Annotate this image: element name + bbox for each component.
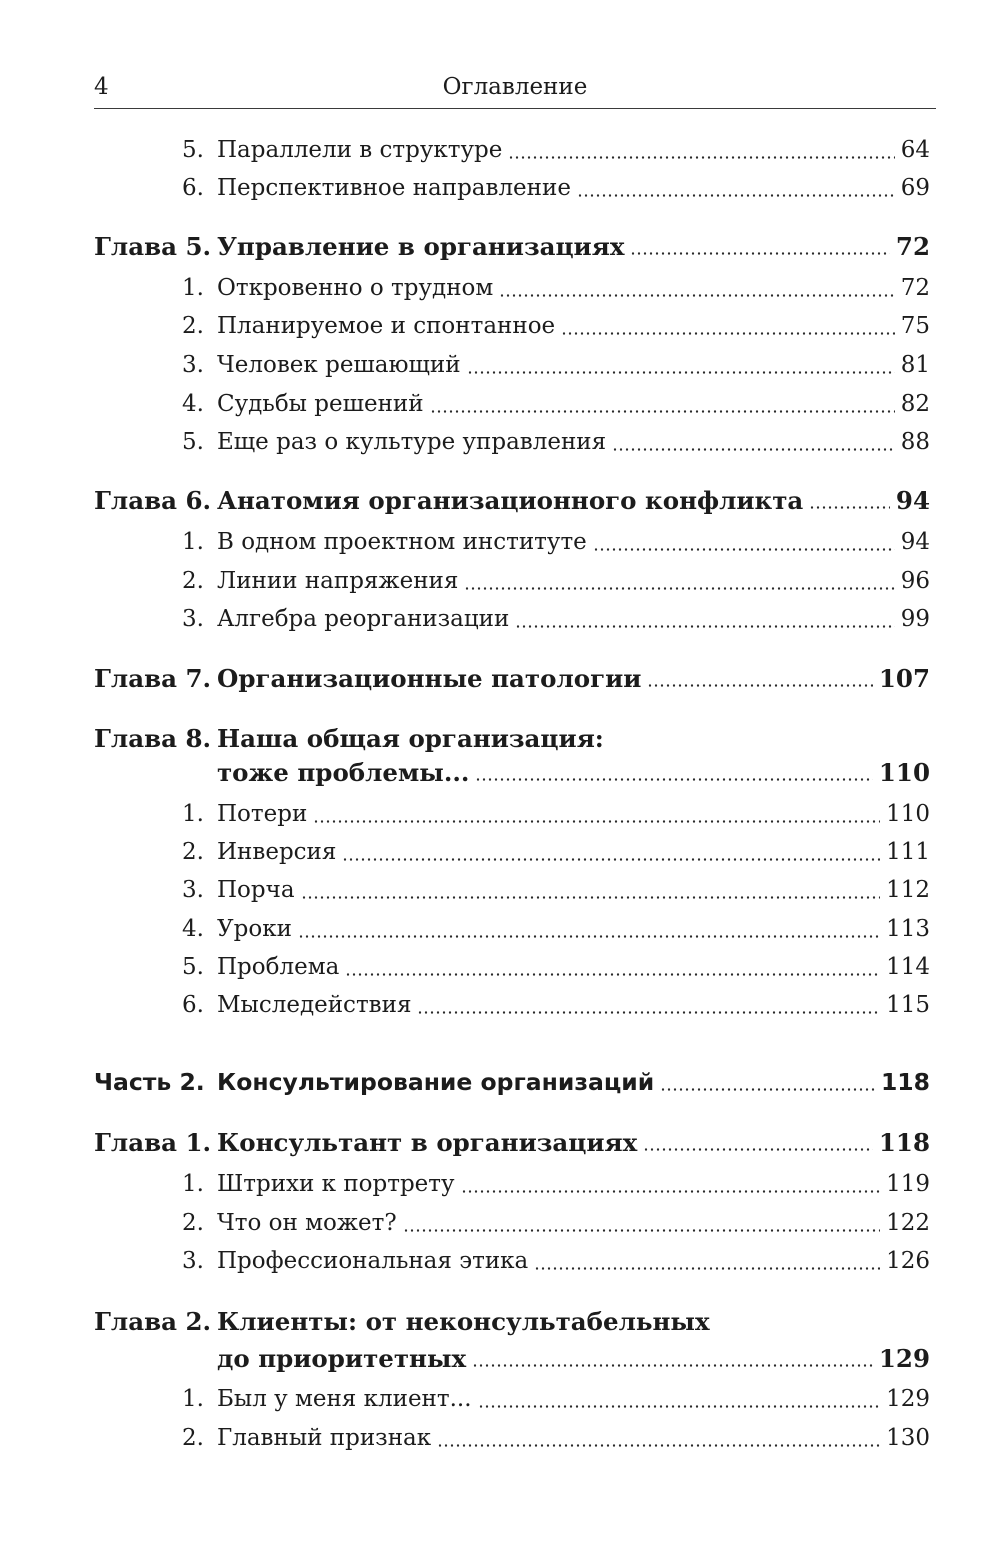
- leader-dots: [313, 820, 880, 823]
- toc-subitem[interactable]: 1. Штрихи к портрету 119: [182, 1171, 930, 1197]
- leader-dots: [430, 410, 895, 413]
- leader-dots: [464, 587, 894, 590]
- leader-dots: [437, 1444, 880, 1447]
- toc-subitem[interactable]: 3. Порча 112: [182, 877, 930, 903]
- page-ref: 107: [878, 663, 930, 693]
- page-number: 4: [94, 74, 109, 100]
- toc-subitem[interactable]: 3. Человек решающий 81: [182, 352, 930, 378]
- page-ref: 99: [900, 606, 930, 632]
- toc-chapter-6[interactable]: Глава 6. Анатомия организационного конфликта 94: [94, 485, 930, 515]
- page-ref: 129: [886, 1386, 930, 1412]
- page-ref: 129: [878, 1343, 930, 1373]
- leader-dots: [461, 1190, 881, 1193]
- toc-chapter-8[interactable]: Глава 8. Наша общая организация:: [94, 723, 604, 753]
- page-ref: 96: [900, 568, 930, 594]
- toc-subitem[interactable]: 6. Перспективное направление 69: [182, 175, 930, 201]
- toc-subitem[interactable]: 6. Мыследействия 115: [182, 992, 930, 1018]
- leader-dots: [475, 778, 872, 781]
- toc-subitem[interactable]: 2. Планируемое и спонтанное 75: [182, 313, 930, 339]
- page-ref: 94: [900, 529, 930, 555]
- leader-dots: [643, 1148, 873, 1151]
- toc-part2-chapter-2-continuation[interactable]: до приоритетных 129: [217, 1343, 930, 1373]
- toc-subitem[interactable]: 1. Был у меня клиент... 129: [182, 1386, 930, 1412]
- page-ref: 122: [886, 1210, 930, 1236]
- leader-dots: [301, 896, 881, 899]
- leader-dots: [612, 448, 895, 451]
- leader-dots: [478, 1405, 881, 1408]
- leader-dots: [345, 973, 880, 976]
- leader-dots: [467, 371, 895, 374]
- leader-dots: [342, 858, 880, 861]
- leader-dots: [298, 935, 880, 938]
- toc-chapter-7[interactable]: Глава 7. Организационные патологии 107: [94, 663, 930, 693]
- toc-subitem[interactable]: 5. Параллели в структуре 64: [182, 137, 930, 163]
- page-ref: 114: [886, 954, 930, 980]
- leader-dots: [417, 1011, 880, 1014]
- toc-subitem[interactable]: 4. Судьбы решений 82: [182, 391, 930, 417]
- page-ref: 113: [886, 916, 930, 942]
- page-ref: 118: [880, 1068, 930, 1096]
- page-ref: 69: [900, 175, 930, 201]
- page-ref: 64: [900, 137, 930, 163]
- page-ref: 118: [878, 1127, 930, 1157]
- running-title: Оглавление: [442, 74, 588, 100]
- page-ref: 115: [886, 992, 930, 1018]
- page-ref: 130: [886, 1425, 930, 1451]
- leader-dots: [577, 194, 895, 197]
- page-ref: 112: [886, 877, 930, 903]
- page-ref: 75: [900, 313, 930, 339]
- leader-dots: [809, 506, 890, 509]
- toc-subitem[interactable]: 5. Проблема 114: [182, 954, 930, 980]
- running-header: [94, 72, 936, 109]
- toc-subitem[interactable]: 3. Профессиональная этика 126: [182, 1248, 930, 1274]
- page-ref: 126: [886, 1248, 930, 1274]
- page-ref: 81: [900, 352, 930, 378]
- toc-subitem[interactable]: 1. Откровенно о трудном 72: [182, 275, 930, 301]
- leader-dots: [499, 294, 894, 297]
- page-ref: 72: [895, 231, 930, 261]
- toc-chapter-5[interactable]: Глава 5. Управление в организациях 72: [94, 231, 930, 261]
- toc-part2-chapter-1[interactable]: Глава 1. Консультант в организациях 118: [94, 1127, 930, 1157]
- page-ref: 88: [900, 429, 930, 455]
- page-ref: 110: [886, 801, 930, 827]
- page-ref: 94: [895, 485, 930, 515]
- leader-dots: [561, 332, 895, 335]
- leader-dots: [508, 156, 894, 159]
- toc-subitem[interactable]: 2. Инверсия 111: [182, 839, 930, 865]
- toc-subitem[interactable]: 1. Потери 110: [182, 801, 930, 827]
- page-ref: 111: [886, 839, 930, 865]
- leader-dots: [630, 252, 889, 255]
- toc-subitem[interactable]: 5. Еще раз о культуре управления 88: [182, 429, 930, 455]
- leader-dots: [403, 1229, 880, 1232]
- leader-dots: [660, 1088, 875, 1091]
- toc-subitem[interactable]: 2. Главный признак 130: [182, 1425, 930, 1451]
- toc-part-2[interactable]: Часть 2. Консультирование организаций 118: [94, 1068, 930, 1096]
- toc-subitem[interactable]: 1. В одном проектном институте 94: [182, 529, 930, 555]
- leader-dots: [647, 684, 872, 687]
- page-ref: 119: [886, 1171, 930, 1197]
- toc-subitem[interactable]: 3. Алгебра реорганизации 99: [182, 606, 930, 632]
- leader-dots: [534, 1267, 880, 1270]
- toc-subitem[interactable]: 2. Линии напряжения 96: [182, 568, 930, 594]
- leader-dots: [472, 1364, 873, 1367]
- leader-dots: [515, 625, 894, 628]
- page-ref: 110: [878, 757, 930, 787]
- page-ref: 72: [900, 275, 930, 301]
- page-ref: 82: [900, 391, 930, 417]
- toc-subitem[interactable]: 4. Уроки 113: [182, 916, 930, 942]
- toc-part2-chapter-2[interactable]: Глава 2. Клиенты: от неконсультабельных: [94, 1306, 710, 1336]
- toc-chapter-8-continuation[interactable]: тоже проблемы... 110: [217, 757, 930, 787]
- leader-dots: [593, 548, 895, 551]
- toc-subitem[interactable]: 2. Что он может? 122: [182, 1210, 930, 1236]
